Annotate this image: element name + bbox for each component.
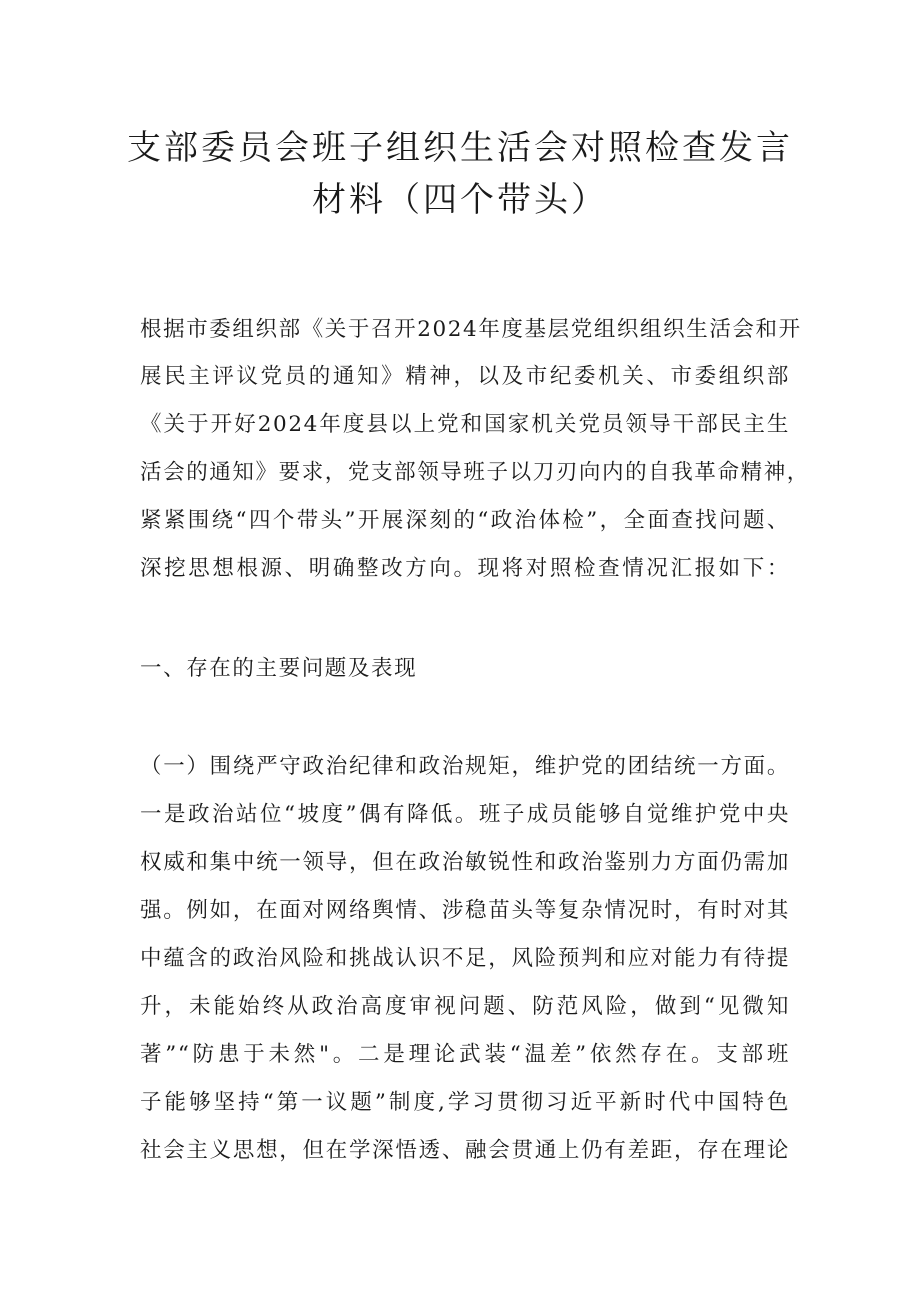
body-line-6: 升，未能始终从政治高度审视问题、防范风险，做到“见微知	[140, 994, 790, 1019]
intro-line-3: 《关于开好2024年度县以上党和国家机关党员领导干部民主生	[140, 412, 790, 437]
document-title-line-2: 材料（四个带头）	[312, 180, 608, 220]
intro-line-4: 活会的通知》要求，党支部领导班子以刀刃向内的自我革命精神，	[140, 460, 810, 485]
body-line-2: 一是政治站位“坡度”偶有降低。班子成员能够自觉维护党中央	[140, 802, 790, 827]
body-line-1: （一）围绕严守政治纪律和政治规矩，维护党的团结统一方面。	[140, 754, 790, 779]
intro-line-5: 紧紧围绕“四个带头”开展深刻的“政治体检”，全面查找问题、	[140, 508, 790, 533]
body-line-7: 著”“防患于未然"。二是理论武装“温差”依然存在。支部班	[140, 1042, 790, 1067]
intro-line-6: 深挖思想根源、明确整改方向。现将对照检查情况汇报如下：	[140, 556, 790, 581]
intro-line-2: 展民主评议党员的通知》精神，以及市纪委机关、市委组织部	[140, 364, 790, 389]
body-line-5: 中蕴含的政治风险和挑战认识不足，风险预判和应对能力有待提	[140, 946, 790, 971]
section-heading: 一、存在的主要问题及表现	[140, 656, 418, 681]
body-line-3: 权威和集中统一领导，但在政治敏锐性和政治鉴别力方面仍需加	[140, 850, 790, 875]
intro-line-1: 根据市委组织部《关于召开2024年度基层党组织组织生活会和开	[140, 317, 802, 342]
body-line-4: 强。例如，在面对网络舆情、涉稳苗头等复杂情况时，有时对其	[140, 898, 790, 923]
document-title-line-1: 支部委员会班子组织生活会对照检查发言	[127, 128, 793, 168]
body-line-9: 社会主义思想，但在学深悟透、融会贯通上仍有差距，存在理论	[140, 1138, 790, 1163]
body-line-8: 子能够坚持“第一议题”制度,学习贯彻习近平新时代中国特色	[140, 1090, 790, 1115]
